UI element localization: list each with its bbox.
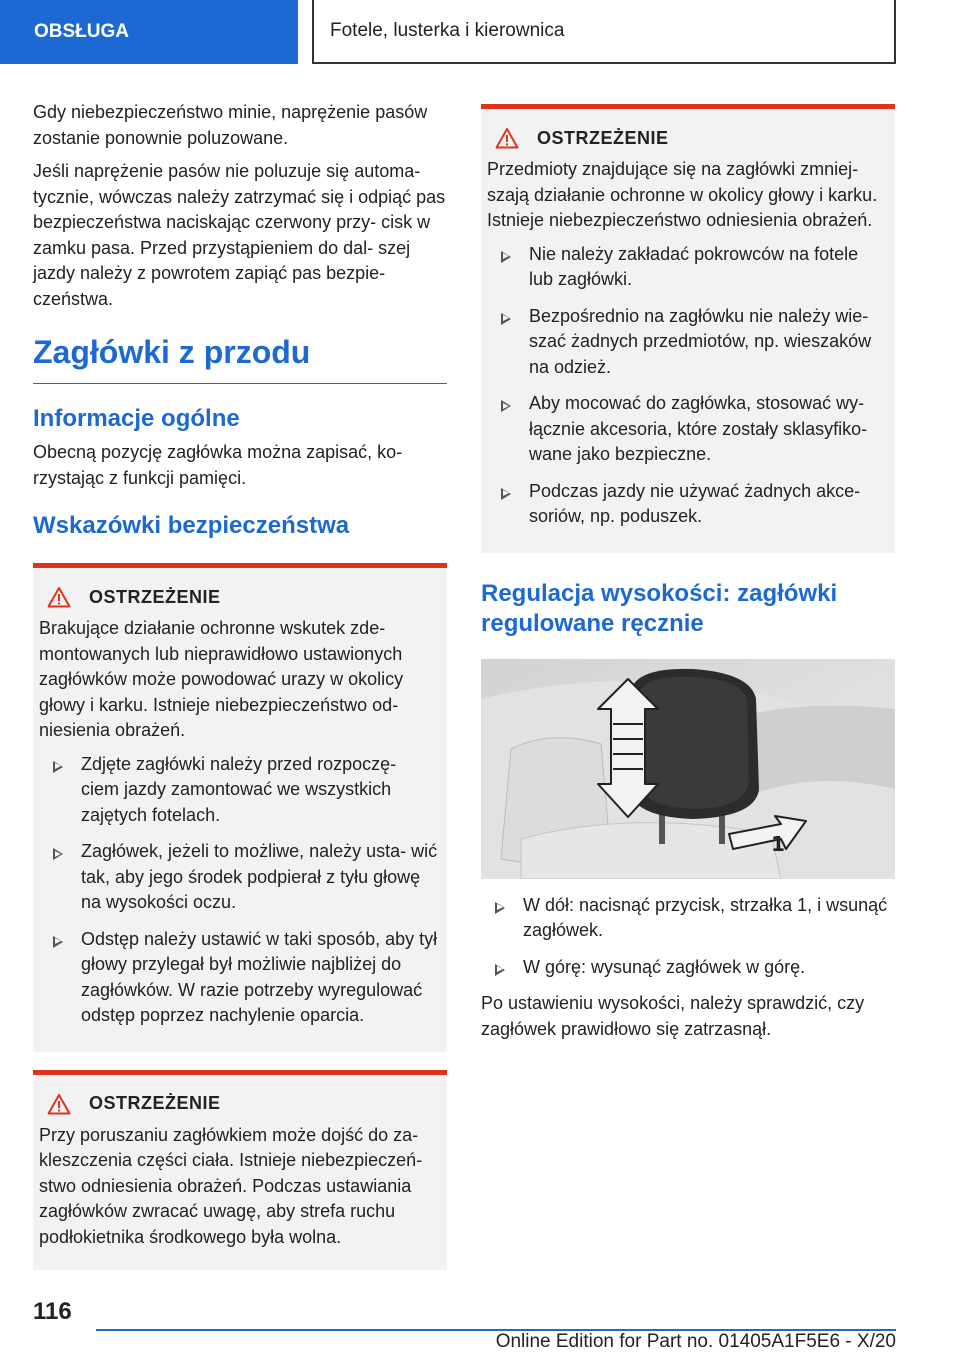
bullet-triangle-icon: [53, 936, 63, 948]
list-item: Podczas jazdy nie używać żadnych akce- soriów, np. poduszek.: [487, 479, 887, 530]
page-number: 116: [33, 1298, 72, 1325]
warning-text: Przy poruszaniu zagłówkiem może dojść do za- kleszczenia części ciała. Istnieje niebezpieczeń- stwo odniesienia obrażeń. Podczas ustawiania zagłówków zwracać uwagę, aby strefa ruchu podłokietnika środkowego była wolna.: [39, 1124, 423, 1247]
subheading-general: Informacje ogólne: [33, 405, 240, 432]
warning-box: [33, 563, 447, 1052]
warning-triangle-icon: [47, 586, 71, 608]
list-item: Zdjęte zagłówki należy przed rozpoczę- ciem jazdy zamontować we wszystkich zajętych fotelach.: [39, 752, 439, 829]
warning-list: [39, 752, 439, 1029]
subheading-safety: Wskazówki bezpieczeństwa: [33, 512, 350, 539]
warning-title-text: OSTRZEŻENIE: [537, 127, 669, 148]
steps-list: [481, 893, 895, 981]
subheading-height: Regulacja wysokości: zagłówki regulowane ręcznie: [481, 579, 838, 637]
warning-triangle-icon: [47, 1093, 71, 1115]
warning-list: [487, 242, 887, 530]
headrest-figure: [481, 659, 895, 879]
list-item: Aby mocować do zagłówka, stosować wy- łącznie akcesoria, które zostały sklasyfiko- wane jako bezpieczne.: [487, 391, 887, 468]
bullet-triangle-icon: [495, 964, 505, 976]
chapter-title: Fotele, lusterka i kierownica: [312, 0, 896, 64]
right-column: [481, 100, 895, 1050]
figure-callout-label: 1: [771, 831, 785, 856]
paragraph: Obecną pozycję zagłówka można zapisać, ko- rzystając z funkcji pamięci.: [33, 442, 403, 488]
paragraph: Po ustawieniu wysokości, należy sprawdzić, czy zagłówek prawidłowo się zatrzasnął.: [481, 993, 865, 1039]
list-item: W górę: wysunąć zagłówek w górę.: [481, 955, 895, 981]
warning-box: [33, 1070, 447, 1271]
warning-title-text: OSTRZEŻENIE: [89, 1093, 221, 1113]
footer-edition: Online Edition for Part no. 01405A1F5E6 - X/20: [495, 1331, 896, 1352]
section-heading: Zagłówki z przodu: [33, 334, 447, 384]
list-item: Nie należy zakładać pokrowców na fotele lub zagłówki.: [487, 242, 887, 293]
bullet-triangle-icon: [501, 251, 511, 263]
list-item: W dół: nacisnąć przycisk, strzałka 1, i wsunąć zagłówek.: [481, 893, 895, 944]
paragraph: Jeśli naprężenie pasów nie poluzuje się automa- tycznie, wówczas należy zatrzymać się i odpiąć pas bezpieczeństwa naciskając czerwony przy- cisk w zamku pasa. Przed przystąpieniem do dal- szej jazdy należy z powrotem zapiąć pas bezpie- czeństwa.: [33, 161, 446, 309]
list-item: Zagłówek, jeżeli to możliwe, należy usta- wić tak, aby jego środek podpierał z tyłu głowę na wysokości oczu.: [39, 839, 439, 916]
warning-title: [495, 127, 887, 149]
section-tab: OBSŁUGA: [0, 0, 298, 64]
warning-text: Przedmioty znajdujące się na zagłówki zmniej- szają działanie ochronne w okolicy głowy i karku. Istnieje niebezpieczeństwo odniesienia obrażeń.: [487, 159, 878, 230]
list-item: Odstęp należy ustawić w taki sposób, aby tył głowy przylegał był możliwie najbliżej do zagłówków. W razie potrzeby wyregulować odstęp poprzez nachylenie oparcia.: [39, 927, 439, 1029]
bullet-triangle-icon: [53, 848, 63, 860]
warning-box: [481, 104, 895, 553]
bullet-triangle-icon: [53, 761, 63, 773]
headrest-illustration: [481, 659, 895, 879]
list-item: Bezpośrednio na zagłówku nie należy wie- szać żadnych przedmiotów, np. wieszaków na odzież.: [487, 304, 887, 381]
warning-title: [47, 1093, 439, 1115]
bullet-triangle-icon: [495, 902, 505, 914]
warning-text: Brakujące działanie ochronne wskutek zde- montowanych lub nieprawidłowo ustawionych zagłówków może powodować urazy w okolicy głowy i karku. Istnieje niebezpieczeństwo od- niesienia obrażeń.: [39, 618, 404, 740]
warning-title: [47, 586, 439, 608]
bullet-triangle-icon: [501, 488, 511, 500]
warning-title-text: OSTRZEŻENIE: [89, 586, 221, 607]
warning-triangle-icon: [495, 127, 519, 149]
left-column: [33, 100, 447, 1270]
paragraph: Gdy niebezpieczeństwo minie, naprężenie pasów zostanie ponownie poluzowane.: [33, 102, 428, 148]
bullet-triangle-icon: [501, 400, 511, 412]
bullet-triangle-icon: [501, 313, 511, 325]
